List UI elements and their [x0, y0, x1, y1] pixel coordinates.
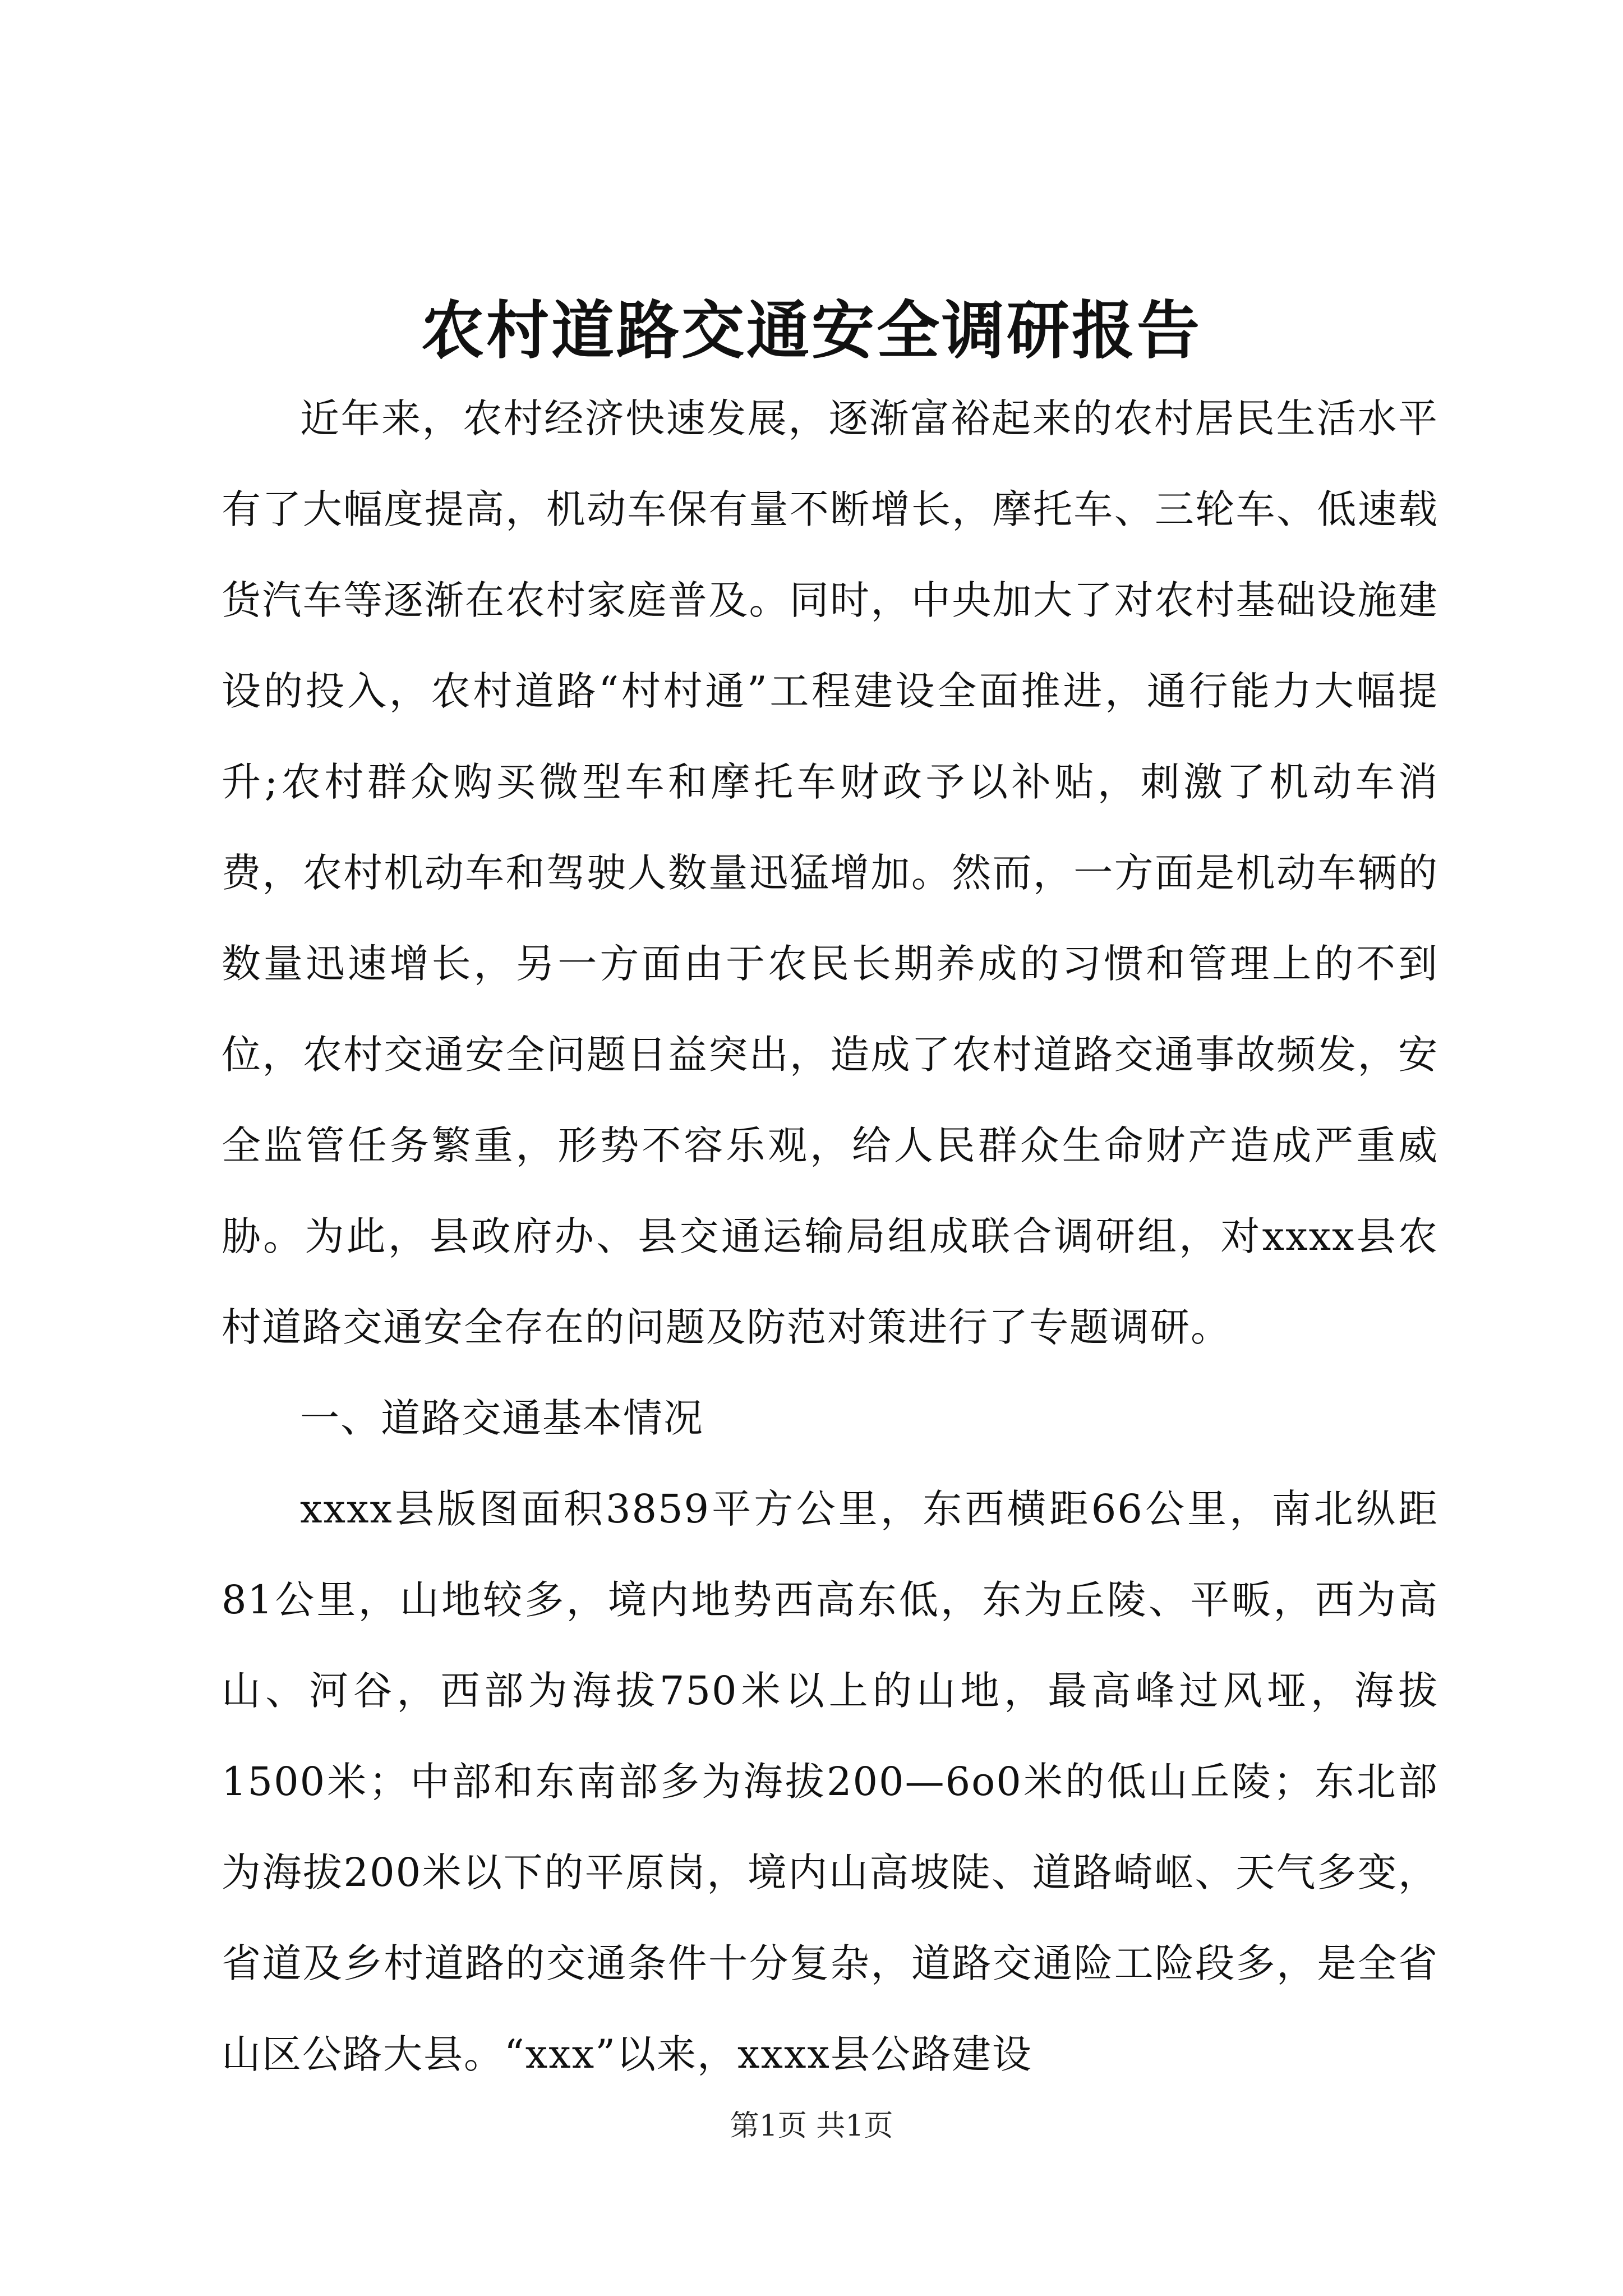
section-paragraph: xxxx县版图面积3859平方公里，东西横距66公里，南北纵距81公里，山地较多，境内地势西高东低，东为丘陵、平畈，西为高山、河谷，西部为海拔750米以上的山地，最高峰过风垭，海拔1500米；中部和东南部多为海拔200—6o0米的低山丘陵；东北部为海拔200米以下的平原岗，境内山高坡陡、道路崎岖、天气多变，省道及乡村道路的交通条件十分复杂，道路交通险工险段多，是全省山区公路大县。“xxx”以来，xxxx县公路建设 — [222, 1486, 1438, 2077]
intro-paragraph: 近年来，农村经济快速发展，逐渐富裕起来的农村居民生活水平有了大幅度提高，机动车保有量不断增长，摩托车、三轮车、低速载货汽车等逐渐在农村家庭普及。同时，中央加大了对农村基础设施建设的投入，农村道路“村村通”工程建设全面推进，通行能力大幅提升;农村群众购买微型车和摩托车财政予以补贴，刺激了机动车消费，农村机动车和驾驶人数量迅猛增加。然而，一方面是机动车辆的数量迅速增长，另一方面由于农民长期养成的习惯和管理上的不到位，农村交通安全问题日益突出，造成了农村道路交通事故频发，安全监管任务繁重，形势不容乐观，给人民群众生命财产造成严重威胁。为此，县政府办、县交通运输局组成联合调研组，对xxxx县农村道路交通安全存在的问题及防范对策进行了专题调研。 — [222, 395, 1438, 1350]
page-footer: 第1页 共1页 — [730, 2109, 893, 2143]
document-title: 农村道路交通安全调研报告 — [421, 294, 1202, 367]
document-body — [222, 373, 1438, 2100]
section-heading: 一、道路交通基本情况 — [300, 1395, 704, 1441]
